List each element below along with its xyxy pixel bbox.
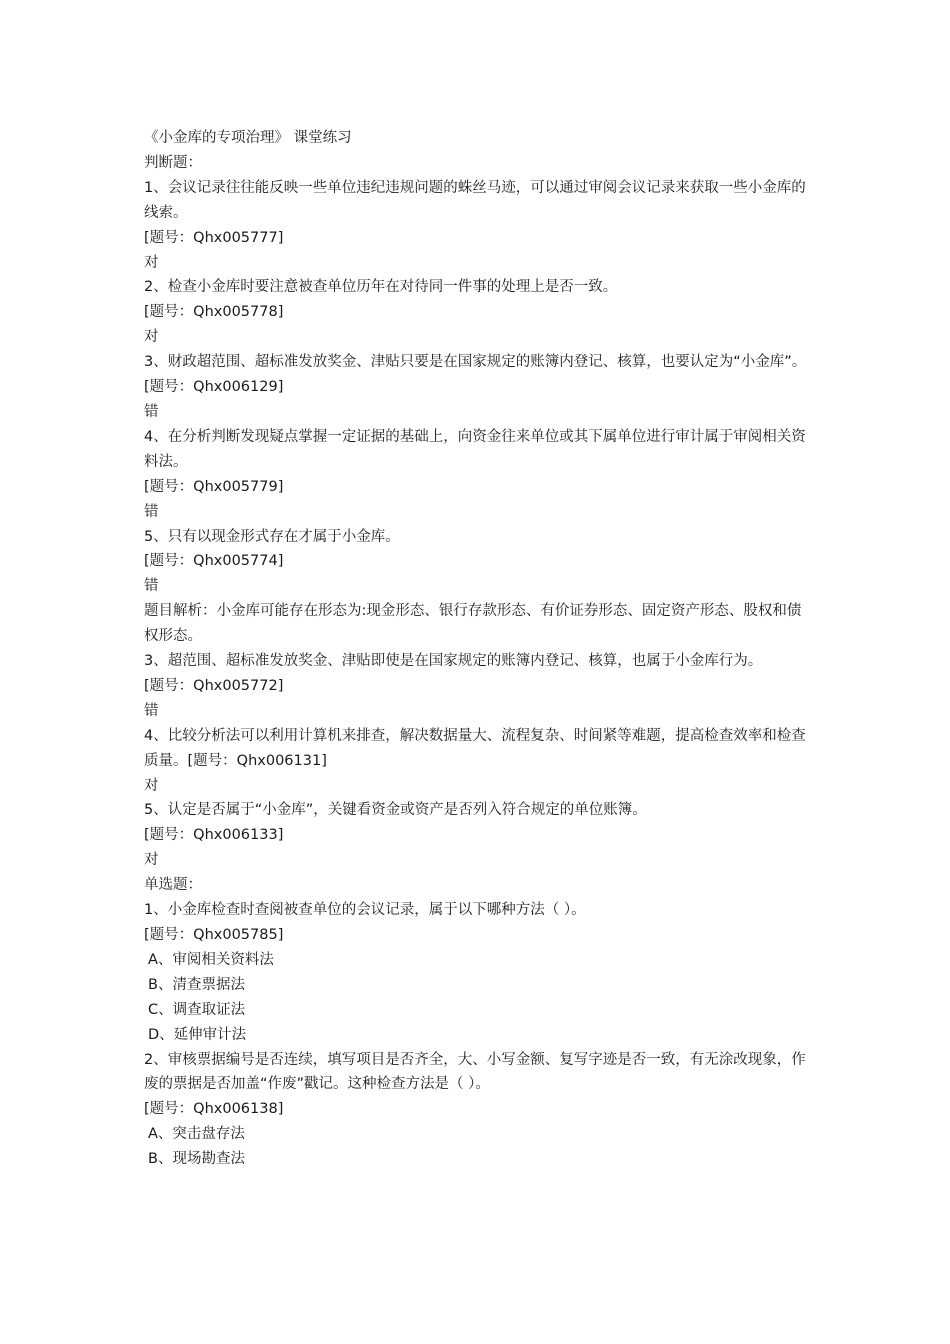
document-title: 《小金库的专项治理》 课堂练习 (144, 130, 352, 146)
section-heading-judgement: 判断题： (144, 154, 202, 171)
judgement-question-1 (144, 176, 809, 276)
judgement-question-7 (144, 724, 809, 799)
question-text: 5、只有以现金形式存在才属于小金库。 (144, 528, 400, 545)
question-text: 1、小金库检查时查阅被查单位的会议记录，属于以下哪种方法（ ）。 (144, 902, 586, 919)
answer: 对 (144, 329, 159, 346)
answer: 错 (144, 702, 159, 719)
question-id: [题号：Qhx005777] (144, 229, 284, 246)
question-text: 4、在分析判断发现疑点掌握一定证据的基础上，向资金往来单位或其下属单位进行审计属于审阅相关资料法。 (144, 428, 806, 470)
question-text: 1、会议记录往往能反映一些单位违纪违规问题的蛛丝马迹，可以通过审阅会议记录来获取一些小金库的线索。 (144, 179, 806, 221)
question-text: 3、超范围、超标准发放奖金、津贴即使是在国家规定的账簿内登记、核算，也属于小金库行为。 (144, 653, 763, 670)
judgement-question-8 (144, 798, 809, 873)
option-b: B、现场勘查法 (148, 1151, 245, 1168)
question-text: 4、比较分析法可以利用计算机来排查，解决数据量大、流程复杂、时间紧等难题，提高检查效率和检查质量。[题号：Qhx006131] (144, 727, 806, 769)
judgement-question-2 (144, 275, 809, 350)
question-id: [题号：Qhx006129] (144, 379, 284, 396)
question-text: 5、认定是否属于“小金库”，关键看资金或资产是否列入符合规定的单位账簿。 (144, 802, 647, 819)
answer: 错 (144, 578, 159, 595)
question-id: [题号：Qhx006133] (144, 827, 284, 844)
answer: 对 (144, 254, 159, 271)
option-b: B、清查票据法 (148, 976, 245, 993)
answer: 错 (144, 503, 159, 520)
document-page (144, 126, 809, 1172)
section-heading-single-choice: 单选题： (144, 877, 202, 894)
question-text: 3、财政超范围、超标准发放奖金、津贴只要是在国家规定的账簿内登记、核算，也要认定为“小金库”。 (144, 354, 807, 371)
answer: 错 (144, 403, 159, 420)
option-d: D、延伸审计法 (148, 1026, 247, 1043)
question-id: [题号：Qhx005778] (144, 304, 284, 321)
judgement-question-6 (144, 649, 809, 724)
answer: 对 (144, 852, 159, 869)
question-id: [题号：Qhx006138] (144, 1101, 284, 1118)
option-a: A、审阅相关资料法 (148, 951, 274, 968)
judgement-question-4 (144, 425, 809, 525)
answer: 对 (144, 777, 159, 794)
option-c: C、调查取证法 (148, 1001, 246, 1018)
judgement-question-5 (144, 525, 809, 600)
question-id: [题号：Qhx005772] (144, 677, 284, 694)
question-id: [题号：Qhx005774] (144, 553, 284, 570)
question-text: 2、检查小金库时要注意被查单位历年在对待同一件事的处理上是否一致。 (144, 279, 618, 296)
question-text: 2、审核票据编号是否连续，填写项目是否齐全，大、小写金额、复写字迹是否一致，有无涂改现象，作废的票据是否加盖“作废”戳记。这种检查方法是（ ）。 (144, 1051, 806, 1093)
option-a: A、突击盘存法 (148, 1126, 245, 1143)
question-id: [题号：Qhx005779] (144, 478, 284, 495)
single-choice-question-1 (144, 898, 809, 1047)
analysis-text: 题目解析：小金库可能存在形态为:现金形态、银行存款形态、有价证券形态、固定资产形态、股权和债权形态。 (144, 603, 802, 645)
judgement-question-3 (144, 350, 809, 425)
question-id: [题号：Qhx005785] (144, 927, 284, 943)
single-choice-question-2 (144, 1048, 809, 1173)
